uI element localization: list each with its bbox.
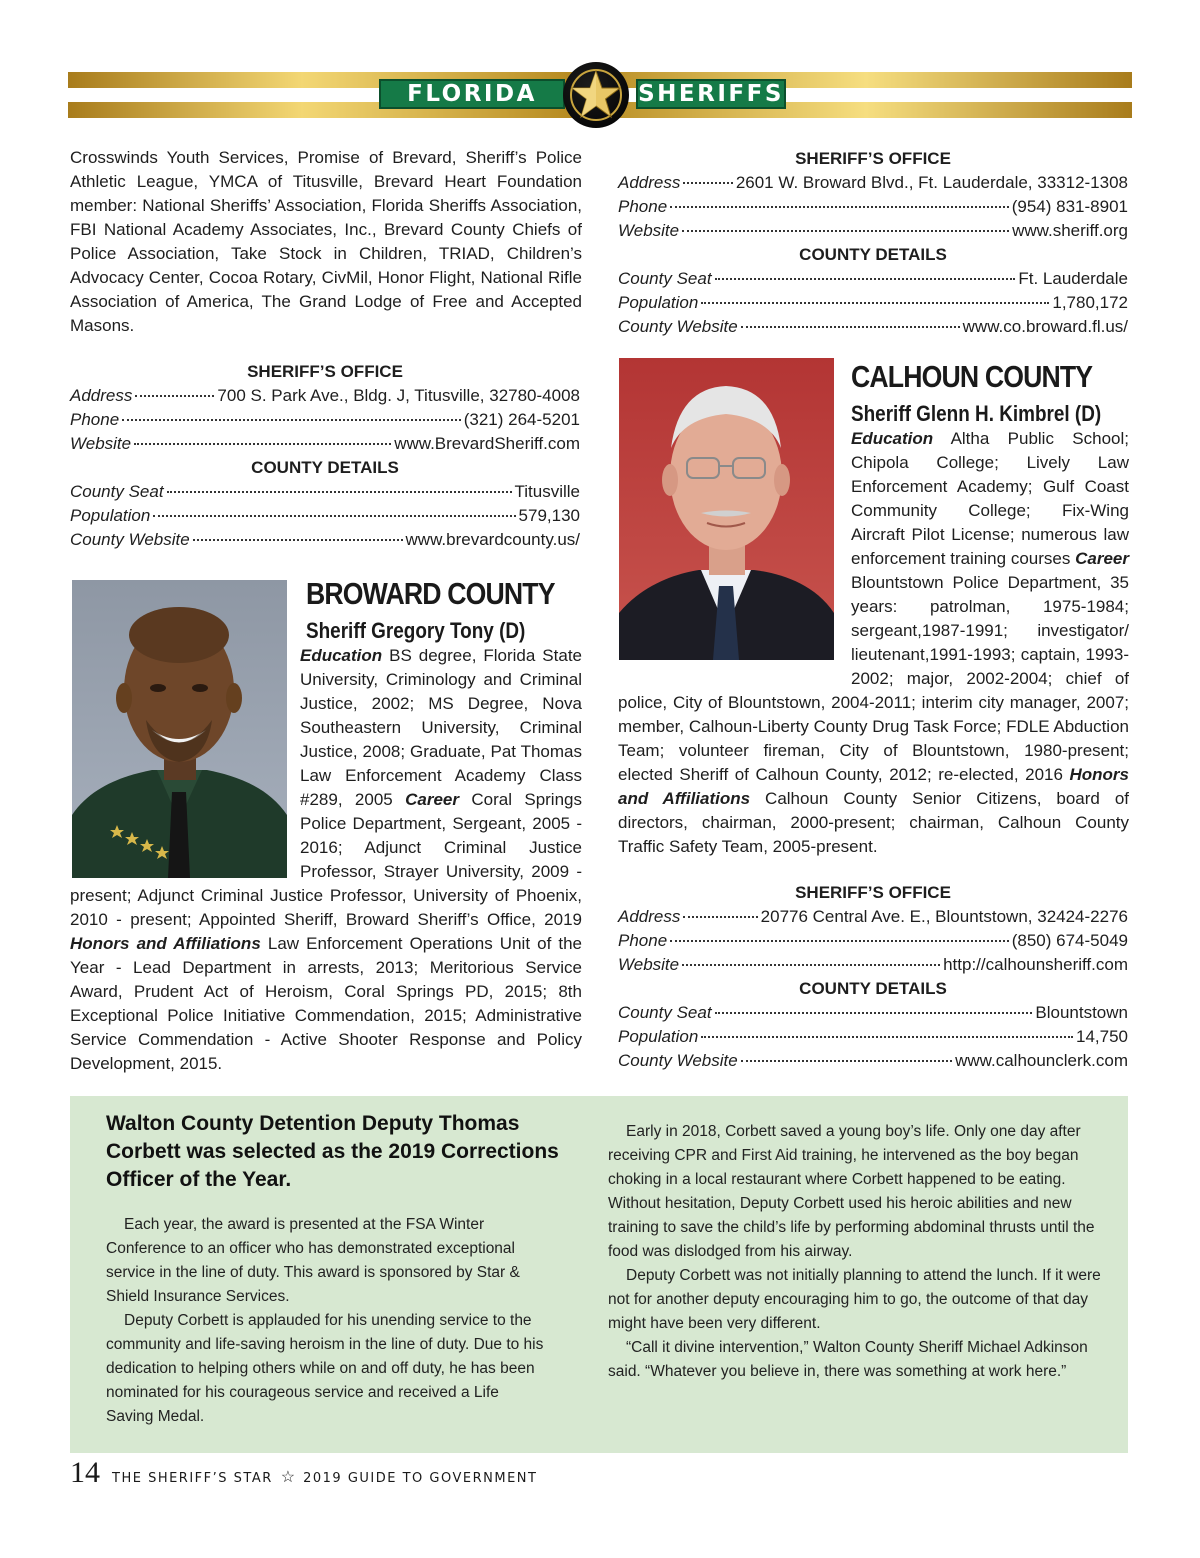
feature-right-column — [608, 1120, 1104, 1384]
seat-row — [618, 1001, 1128, 1025]
career-label: Career — [405, 790, 459, 809]
office-title: SHERIFF’S OFFICE — [795, 149, 951, 168]
publication-name: THE SHERIFF’S STAR — [112, 1471, 273, 1486]
page-footer — [70, 1456, 537, 1490]
phone-row — [618, 929, 1128, 953]
address-row — [70, 384, 580, 408]
honors-label: Honors and Affiliations — [618, 765, 1129, 808]
broward-county-name: BROWARD COUNTY — [306, 576, 555, 611]
address-label: Address — [70, 386, 133, 405]
education-text: BS degree, Florida State University, Criminology and Criminal Justice, 2002; MS Degree, Nova Southeastern University, Criminal Justice, 2008; Graduate, Pat Thomas Law Enforcement Academy Class #289, 2005 — [300, 646, 582, 809]
header-banner — [68, 70, 1132, 120]
star-outline-icon: ☆ — [280, 1469, 296, 1486]
population-label: Population — [70, 506, 151, 525]
address-label: Address — [618, 907, 681, 926]
county-website-row — [618, 1049, 1128, 1073]
website-value[interactable]: www.BrevardSheriff.com — [394, 434, 580, 453]
feature-headline: Walton County Detention Deputy Thomas Corbett was selected as the 2019 Corrections Officer of the Year. — [106, 1112, 559, 1191]
population-label: Population — [618, 1027, 699, 1046]
phone-label: Phone — [70, 410, 120, 429]
phone-value: (321) 264-5201 — [463, 410, 580, 429]
header-florida-label: FLORIDA — [379, 79, 565, 109]
calhoun-info-block — [618, 881, 1128, 1073]
career-label: Career — [1075, 549, 1129, 568]
county-website-row — [618, 315, 1128, 339]
feature-left-column — [106, 1213, 546, 1429]
website-value[interactable]: http://calhounsheriff.com — [943, 955, 1128, 974]
address-value: 700 S. Park Ave., Bldg. J, Titusville, 32780-4008 — [217, 386, 580, 405]
website-row — [70, 432, 580, 456]
address-value: 2601 W. Broward Blvd., Ft. Lauderdale, 33312-1308 — [735, 173, 1128, 192]
website-label: Website — [70, 434, 132, 453]
website-label: Website — [618, 221, 680, 240]
population-label: Population — [618, 293, 699, 312]
population-row — [70, 504, 580, 528]
county-website-value[interactable]: www.brevardcounty.us/ — [405, 530, 580, 549]
website-value[interactable]: www.sheriff.org — [1012, 221, 1128, 240]
feature-paragraph: Deputy Corbett is applauded for his unending service to the community and life-saving heroism in the line of duty. Due to his dedication to helping others while on and off duty, he has been nominated for his courageous service and received a Life Saving Medal. — [106, 1312, 544, 1425]
seat-value: Ft. Lauderdale — [1018, 269, 1128, 288]
county-website-label: County Website — [618, 1051, 738, 1070]
header-sheriffs-label: SHERIFFS — [636, 79, 786, 109]
feature-paragraph: Early in 2018, Corbett saved a young boy’s life. Only one day after receiving CPR and First Aid training, he intervened as the boy began choking in a local restaurant where Corbett happened to be eating. Without hesitation, Deputy Corbett used his heroic abilities and new training to save the child’s life by performing abdominal thrusts until the food was dislodged from his airway. — [608, 1123, 1095, 1260]
phone-value: (850) 674-5049 — [1011, 931, 1128, 950]
seat-value: Blountstown — [1035, 1003, 1128, 1022]
seat-label: County Seat — [70, 482, 164, 501]
office-title: SHERIFF’S OFFICE — [795, 883, 951, 902]
website-row — [618, 219, 1128, 243]
details-title: COUNTY DETAILS — [799, 979, 947, 998]
population-value: 14,750 — [1076, 1027, 1128, 1046]
broward-info-block — [618, 147, 1128, 339]
brevard-info-block — [70, 360, 580, 552]
honors-text: Calhoun County Senior Citizens, board of directors, chairman, 2000-present; chairman, Calhoun County Traffic Safety Team, 2005-present. — [618, 789, 1129, 856]
intro-affiliations: Crosswinds Youth Services, Promise of Brevard, Sheriff’s Police Athletic League, YMCA of Titusville, Brevard Heart Foundation member: National Sheriffs’ Association, Florida Sheriffs Association, FBI National Academy Associates, Inc., Brevard County Chiefs of Police Association, Take Stock in Children, TRIAD, Children’s Advocacy Center, Cocoa Rotary, CivMil, Honor Flight, National Rifle Association of America, The Grand Lodge of Free and Accepted Masons. — [70, 148, 582, 335]
seat-label: County Seat — [618, 269, 712, 288]
seat-row — [70, 480, 580, 504]
career-text: Coral Springs Police Department, Sergeant, 2005 - 2016; Adjunct Criminal Justice Professor, Strayer University, 2009 - present; Adjunct Criminal Justice Professor, University of Phoenix, 2010 - present; Appointed Sheriff, Broward Sheriff’s Office, 2019 — [70, 790, 582, 929]
population-row — [618, 1025, 1128, 1049]
education-text: Altha Public School; Chipola College; Lively Law Enforcement Academy; Gulf Coast Community College; Fix-Wing Aircraft Pilot License; numerous law enforcement training courses — [851, 429, 1129, 568]
population-value: 1,780,172 — [1052, 293, 1128, 312]
county-website-value[interactable]: www.calhounclerk.com — [955, 1051, 1128, 1070]
population-value: 579,130 — [518, 506, 580, 525]
guide-name: 2019 GUIDE TO GOVERNMENT — [303, 1471, 538, 1486]
education-label: Education — [300, 646, 383, 665]
phone-label: Phone — [618, 931, 668, 950]
calhoun-sheriff-name: Sheriff Glenn H. Kimbrel (D) — [851, 401, 1102, 426]
website-label: Website — [618, 955, 680, 974]
honors-text: Law Enforcement Operations Unit of the Year - Lead Department in arrests, 2013; Meritorious Service Award, Prudent Act of Heroism, Coral Springs PD, 2015; 8th Exceptional Police Initiative Commendation, 2015; Administrative Service Commendation - Active Shooter Response and Policy Development, 2015. — [70, 934, 583, 1073]
feature-paragraph: Each year, the award is presented at the FSA Winter Conference to an officer who has demonstrated exceptional service in the line of duty. This award is sponsored by Star & Shield Insurance Services. — [106, 1216, 520, 1305]
feature-paragraph: “Call it divine intervention,” Walton County Sheriff Michael Adkinson said. “Whatever you believe in, there was something at work here.” — [608, 1339, 1088, 1380]
county-website-row — [70, 528, 580, 552]
seat-value: Titusville — [514, 482, 580, 501]
address-row — [618, 905, 1128, 929]
phone-value: (954) 831-8901 — [1011, 197, 1128, 216]
phone-row — [618, 195, 1128, 219]
office-title: SHERIFF’S OFFICE — [247, 362, 403, 381]
address-label: Address — [618, 173, 681, 192]
sheriff-star-icon — [563, 62, 629, 128]
honors-label: Honors and Affiliations — [70, 934, 261, 953]
county-website-value[interactable]: www.co.broward.fl.us/ — [962, 317, 1128, 336]
phone-row — [70, 408, 580, 432]
county-website-label: County Website — [618, 317, 738, 336]
corrections-officer-feature — [70, 1096, 1128, 1453]
county-website-label: County Website — [70, 530, 190, 549]
education-label: Education — [851, 429, 934, 448]
phone-label: Phone — [618, 197, 668, 216]
calhoun-bio — [618, 427, 1129, 859]
details-title: COUNTY DETAILS — [799, 245, 947, 264]
website-row — [618, 953, 1128, 977]
seat-row — [618, 267, 1128, 291]
seat-label: County Seat — [618, 1003, 712, 1022]
career-text: Blountstown Police Department, 35 years: patrolman, 1975-1984; sergeant,1987-1991; investigator/ lieutenant,1991-1993; captain, 1993-2002; major, 2002-2004; chief of police, City of Blountstown, 2004-2011; interim city manager, 2007; member, Calhoun-Liberty County Drug Task Force; FDLE Abduction Team; volunteer fireman, City of Blountstown, 1980-present; elected Sheriff of Calhoun County, 2012; re-elected, 2016 — [618, 573, 1129, 784]
feature-paragraph: Deputy Corbett was not initially planning to attend the lunch. If it were not for another deputy encouraging him to go, the outcome of that day might have been very different. — [608, 1267, 1101, 1332]
address-value: 20776 Central Ave. E., Blountstown, 32424-2276 — [760, 907, 1128, 926]
details-title: COUNTY DETAILS — [251, 458, 399, 477]
population-row — [618, 291, 1128, 315]
broward-bio — [70, 644, 582, 1076]
calhoun-county-name: CALHOUN COUNTY — [851, 359, 1093, 394]
address-row — [618, 171, 1128, 195]
broward-sheriff-name: Sheriff Gregory Tony (D) — [306, 618, 526, 643]
page-number: 14 — [70, 1456, 100, 1489]
